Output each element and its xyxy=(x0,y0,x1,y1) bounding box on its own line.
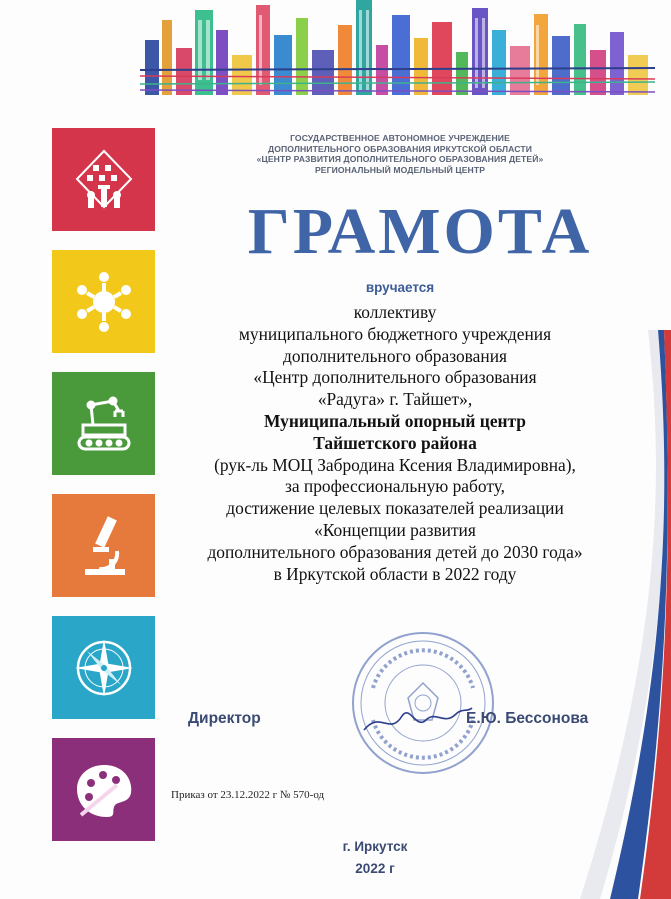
body-line: муниципального бюджетного учреждения xyxy=(238,323,552,344)
chess-icon xyxy=(69,145,139,215)
recipient-name-line: Тайшетского района xyxy=(313,432,477,453)
microscope-tile xyxy=(52,494,155,597)
body-line: в Иркутской области в 2022 году xyxy=(273,563,517,584)
palette-tile xyxy=(52,738,155,841)
body-line: коллективу xyxy=(353,302,437,322)
body-line: достижение целевых показателей реализации xyxy=(226,498,564,519)
order-reference: Приказ от 23.12.2022 г № 570-од xyxy=(171,789,325,801)
body-line: «Концепции развития xyxy=(314,519,476,540)
robot-tile xyxy=(52,372,155,475)
issue-year: 2022 г xyxy=(355,861,395,876)
body-line: дополнительного образования детей до 2030 года» xyxy=(207,541,583,562)
compass-tile xyxy=(52,616,155,719)
issue-city: г. Иркутск xyxy=(342,839,408,854)
awarded-label: вручается xyxy=(365,280,435,295)
body-line: «Центр дополнительного образования xyxy=(253,367,537,388)
org-line: ГОСУДАРСТВЕННОЕ АВТОНОМНОЕ УЧРЕЖДЕНИЕ xyxy=(290,133,510,143)
body-line: «Радуга» г. Тайшет», xyxy=(317,389,473,410)
compass-icon xyxy=(69,633,139,703)
signatory-name: Е.Ю. Бессонова xyxy=(466,710,589,727)
body-line: (рук-ль МОЦ Забродина Ксения Владимировна), xyxy=(214,454,576,475)
organization-header xyxy=(200,133,600,175)
body-line: дополнительного образования xyxy=(282,345,507,366)
people-tile xyxy=(52,250,155,353)
issue-place-date xyxy=(300,836,450,880)
org-line: ДОПОЛНИТЕЛЬНОГО ОБРАЗОВАНИЯ ИРКУТСКОЙ ОБЛАСТИ xyxy=(268,143,532,154)
palette-icon xyxy=(69,755,139,825)
recipient-name-line: Муниципальный опорный центр xyxy=(264,410,526,431)
robot-arm-icon xyxy=(69,389,139,459)
chess-tile xyxy=(52,128,155,231)
people-circle-icon xyxy=(69,267,139,337)
org-line: «ЦЕНТР РАЗВИТИЯ ДОПОЛНИТЕЛЬНОГО ОБРАЗОВАНИЯ ДЕТЕЙ» xyxy=(256,154,544,164)
microscope-icon xyxy=(69,511,139,581)
handwritten-signature xyxy=(360,700,475,740)
flag-ribbon-decoration xyxy=(540,330,671,899)
certificate-title: ГРАМОТА xyxy=(247,195,593,268)
org-line: РЕГИОНАЛЬНЫЙ МОДЕЛЬНЫЙ ЦЕНТР xyxy=(314,164,486,175)
body-line: за профессиональную работу, xyxy=(284,476,506,497)
signatory-role: Директор xyxy=(188,710,261,727)
city-skyline-illustration xyxy=(140,0,655,95)
